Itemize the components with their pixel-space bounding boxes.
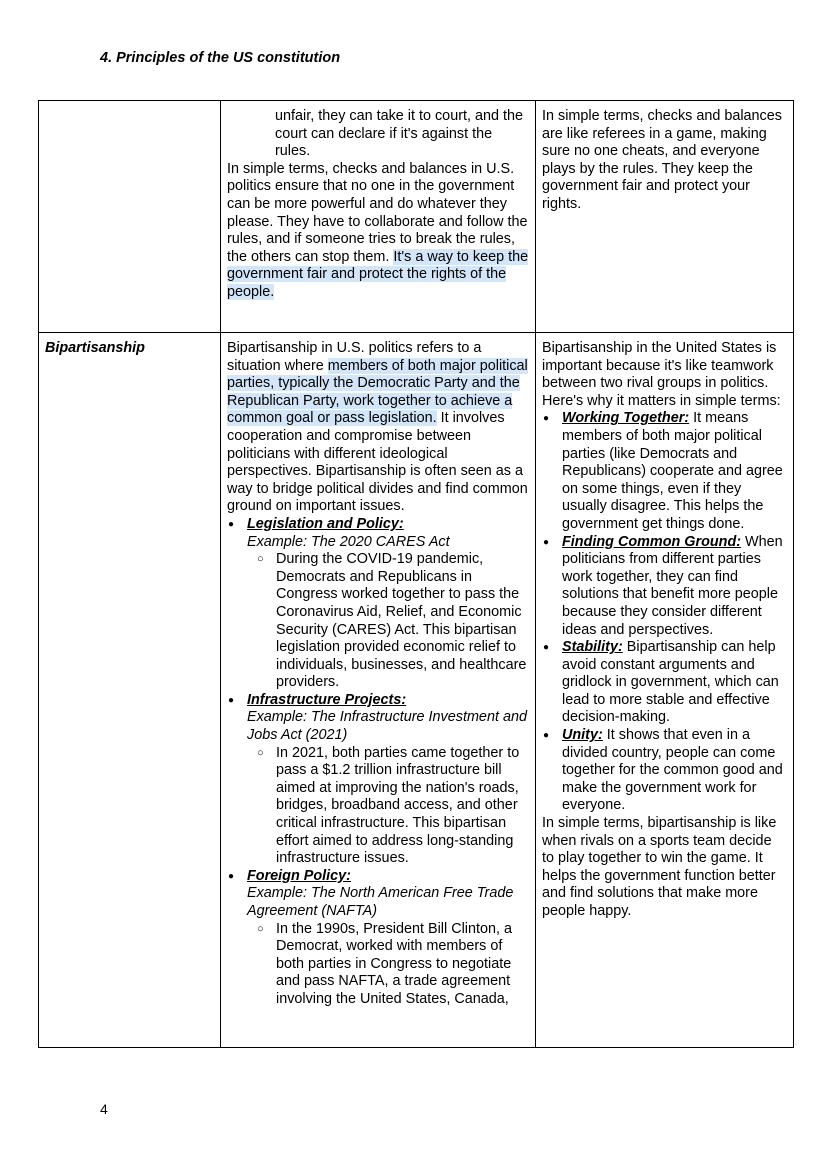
continued-text: unfair, they can take it to court, and the court can declare if it's against the rules. xyxy=(275,108,523,160)
definition-intro: Bipartisanship in U.S. politics refers to a situation where members of both major political parties, typically the Democratic Party and the Republican Party, work together to achieve a common goal or pass legislation. It involves cooperation and compromise between politicians with different ideological perspectives. Bipartisanship is often seen as a way to bridge political divides and find common ground on important issues. xyxy=(227,340,528,515)
list-item: ○ In the 1990s, President Bill Clinton, a Democrat, worked with members of both parties in Congress to negotiate and pass NAFTA, a trade agreement involving the United States, Canada, xyxy=(247,921,529,1009)
list-item: ○ In 2021, both parties came together to pass a $1.2 trillion infrastructure bill aimed at improving the nation's roads, bridges, broadband access, and other critical infrastructure. This bipartisan effort aimed to address long-standing infrastructure issues. xyxy=(247,745,529,868)
list-item: ● Finding Common Ground: When politicians from different parties work together, they can find solutions that benefit more people because they consider different ideas and perspectives. xyxy=(542,534,787,640)
example-category: Foreign Policy: xyxy=(247,867,351,884)
example-title: Example: The North American Free Trade Agreement (NAFTA) xyxy=(247,885,514,919)
sub-list xyxy=(247,921,529,1009)
example-category: Legislation and Policy: xyxy=(247,515,404,532)
simple-explanation-cell xyxy=(536,333,794,1048)
sub-list xyxy=(247,745,529,868)
list-item: ● Working Together: It means members of both major political parties (like Democrats and Republicans) cooperate and agree on some things, even if they usually disagree. This helps the government get things done. xyxy=(542,410,787,533)
reasons-list xyxy=(542,410,787,815)
definition-cell xyxy=(221,101,536,333)
simple-explanation-cell xyxy=(536,101,794,333)
table-row xyxy=(39,333,794,1048)
section-heading: 4. Principles of the US constitution xyxy=(100,50,341,66)
term-cell xyxy=(39,101,221,333)
example-category: Infrastructure Projects: xyxy=(247,691,407,708)
list-item: ○ During the COVID-19 pandemic, Democrats and Republicans in Congress worked together to pass the Coronavirus Aid, Relief, and Economic Security (CARES) Act. This bipartisan legislation provided economic relief to individuals, businesses, and healthcare providers. xyxy=(247,551,529,692)
list-item: ● Stability: Bipartisanship can help avoid constant arguments and gridlock in government, which can lead to more stable and effective decision-making. xyxy=(542,639,787,727)
simple-explanation-intro: Bipartisanship in the United States is important because it's like teamwork between two rival groups in politics. Here's why it matters in simple terms: xyxy=(542,340,781,409)
table-row xyxy=(39,101,794,333)
highlighted-text: members of both major political parties, typically the Democratic Party and the Republican Party, work together to achieve a common goal or pass legislation. xyxy=(227,357,528,427)
example-title: Example: The 2020 CARES Act xyxy=(247,533,450,550)
list-item xyxy=(227,516,529,692)
reason-title: Finding Common Ground: xyxy=(562,533,742,550)
list-item xyxy=(227,692,529,868)
definition-summary: In simple terms, checks and balances in U.S. politics ensure that no one in the government can be more powerful and do whatever they please. They have to collaborate and follow the rules, and if someone tries to break the rules, the others can stop them. It's a way to keep the government fair and protect the rights of the people. xyxy=(227,160,529,300)
definition-cell xyxy=(221,333,536,1048)
simple-explanation: In simple terms, checks and balances are like referees in a game, making sure no one cheats, and everyone plays by the rules. They keep the government fair and protect your rights. xyxy=(542,108,782,212)
sub-list xyxy=(247,551,529,692)
example-title: Example: The Infrastructure Investment and Jobs Act (2021) xyxy=(247,709,527,744)
term-cell xyxy=(39,333,221,1048)
examples-list xyxy=(227,516,529,1009)
principles-table xyxy=(38,100,794,1048)
list-item: ● Unity: It shows that even in a divided country, people can come together for the common good and make the government work for everyone. xyxy=(542,727,787,815)
reason-title: Unity: xyxy=(562,727,603,744)
list-item xyxy=(227,868,529,1009)
simple-explanation-conclusion: In simple terms, bipartisanship is like when rivals on a sports team decide to play together to win the game. It helps the government function better and find solutions that make more people happy. xyxy=(542,815,777,919)
term-label: Bipartisanship xyxy=(45,340,145,356)
highlighted-text: It's a way to keep the government fair and protect the rights of the people. xyxy=(227,248,529,300)
reason-title: Stability: xyxy=(562,639,623,656)
page-number: 4 xyxy=(100,1101,108,1117)
reason-title: Working Together: xyxy=(562,410,690,427)
